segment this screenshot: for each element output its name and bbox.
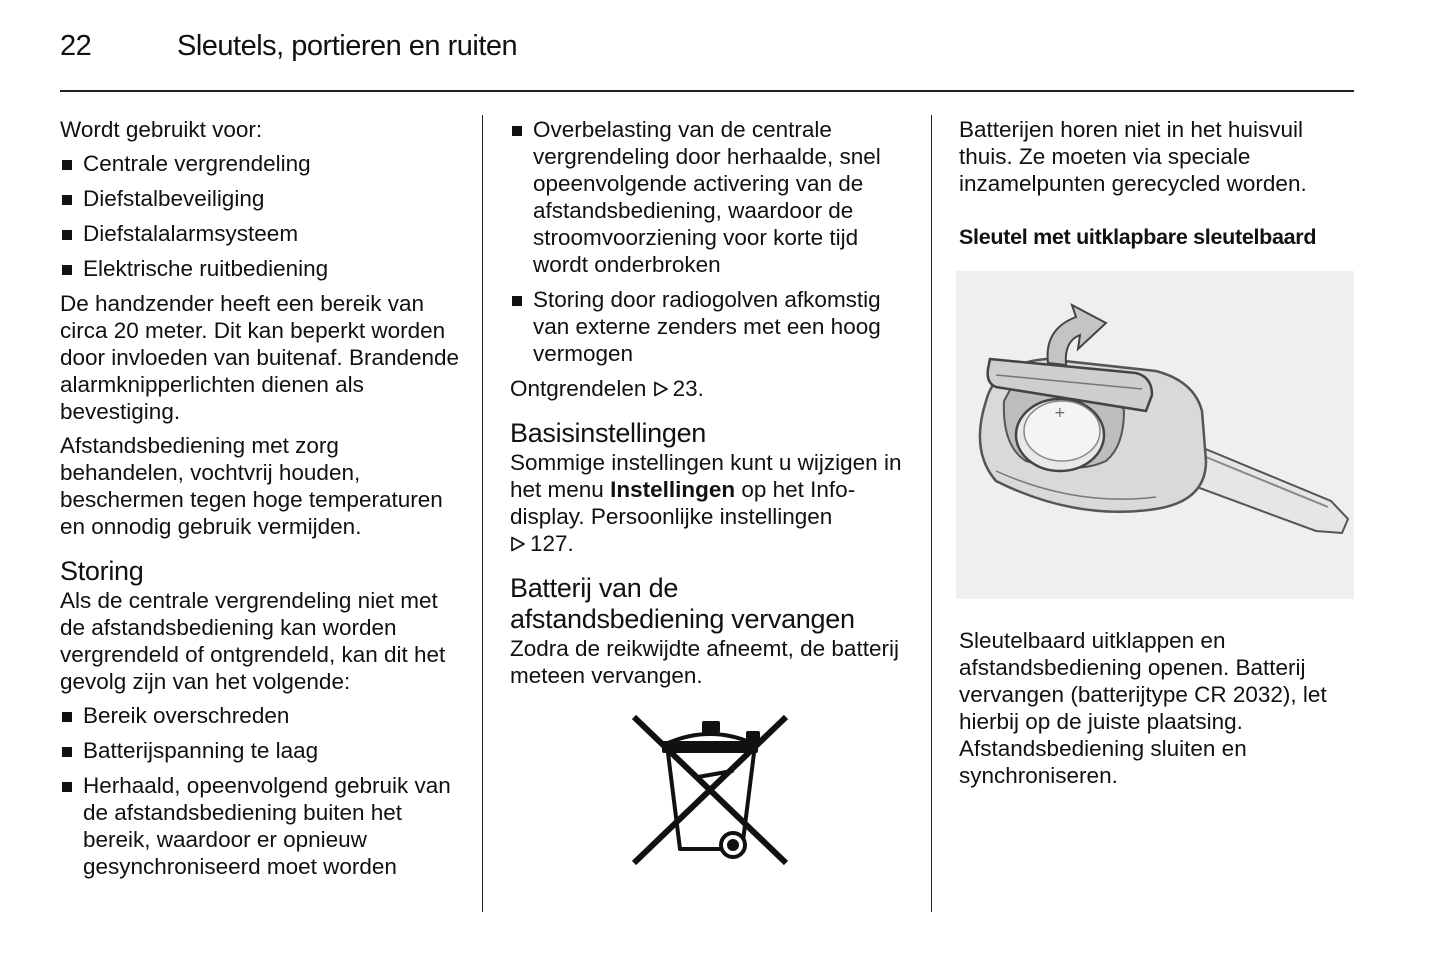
- list-item: Herhaald, opeenvolgend gebruik van de afstandsbediening buiten het bereik, waardoor er opnieuw gesynchroniseerd moet worden: [60, 772, 465, 880]
- column-divider: [482, 115, 483, 912]
- menu-name: Instellingen: [610, 477, 736, 502]
- key-heading: Sleutel met uitklapbare sleutelbaard: [959, 225, 1317, 249]
- list-item: Diefstalalarmsysteem: [60, 220, 465, 247]
- key-paragraph: Sleutelbaard uitklappen en afstandsbediening openen. Batterij vervangen (batterijtype CR 2032), let hierbij op de juiste plaatsing. Afstandsbediening sluiten en synchroniseren.: [959, 628, 1327, 788]
- causes-list-continued: [510, 116, 910, 367]
- list-item: Batterijspanning te laag: [60, 737, 465, 764]
- square-bullet-icon: [62, 160, 72, 170]
- column-2: [510, 116, 910, 871]
- list-item: Overbelasting van de centrale vergrendeling door herhaalde, snel opeenvolgende activering van de afstandsbediening, waardoor de stroomvoorziening voor korte tijd wordt onderbroken: [510, 116, 910, 278]
- square-bullet-icon: [62, 230, 72, 240]
- list-item: Elektrische ruitbediening: [60, 255, 465, 282]
- care-paragraph: Afstandsbediening met zorg behandelen, vochtvrij houden, beschermen tegen hoge temperaturen en onnodig gebruik vermijden.: [60, 433, 443, 539]
- page-header: [60, 28, 1354, 92]
- list-item: Diefstalbeveiliging: [60, 185, 465, 212]
- square-bullet-icon: [512, 126, 522, 136]
- crossed-out-wheelie-bin-icon: [628, 711, 793, 871]
- disposal-paragraph: Batterijen horen niet in het huisvuil thuis. Ze moeten via speciale inzamelpunten gerecycled worden.: [959, 117, 1307, 196]
- list-item: Bereik overschreden: [60, 702, 465, 729]
- basis-ref-link[interactable]: 127.: [530, 531, 574, 556]
- list-item: Storing door radiogolven afkomstig van externe zenders met een hoog vermogen: [510, 286, 910, 367]
- column-divider: [931, 115, 932, 912]
- page-reference-arrow-icon: [510, 536, 526, 552]
- page-reference-arrow-icon: [653, 381, 669, 397]
- battery-heading: Batterij van de afstandsbediening vervangen: [510, 573, 855, 634]
- flip-key-illustration: [956, 271, 1354, 599]
- basis-paragraph: Sommige instellingen kunt u wijzigen in het menu Instellingen op het Info-display. Persoonlijke instellingen 127.: [510, 450, 902, 556]
- intro-text: Wordt gebruikt voor:: [60, 117, 263, 142]
- page-title: Sleutels, portieren en ruiten: [177, 30, 518, 62]
- unlock-reference: Ontgrendelen 23.: [510, 376, 704, 401]
- uses-list: [60, 150, 465, 282]
- square-bullet-icon: [62, 782, 72, 792]
- storing-heading: Storing: [60, 556, 144, 586]
- square-bullet-icon: [512, 296, 522, 306]
- unlock-ref-link[interactable]: 23.: [672, 376, 704, 401]
- basis-heading: Basisinstellingen: [510, 418, 707, 448]
- page-number: 22: [60, 30, 92, 62]
- weee-symbol: [628, 711, 793, 871]
- battery-paragraph: Zodra de reikwijdte afneemt, de batterij meteen vervangen.: [510, 636, 899, 688]
- square-bullet-icon: [62, 265, 72, 275]
- flip-key-battery-illustration: [956, 271, 1354, 599]
- range-paragraph: De handzender heeft een bereik van circa 20 meter. Dit kan beperkt worden door invloeden van buitenaf. Brandende alarmknipperlichten dienen als bevestiging.: [60, 291, 460, 424]
- storing-paragraph: Als de centrale vergrendeling niet met de afstandsbediening kan worden vergrendeld of ontgrendeld, kan dit het gevolg zijn van het volgende:: [60, 588, 446, 694]
- column-1: [60, 116, 465, 888]
- list-item: Centrale vergrendeling: [60, 150, 465, 177]
- svg-text:+: +: [1054, 405, 1066, 421]
- square-bullet-icon: [62, 712, 72, 722]
- square-bullet-icon: [62, 747, 72, 757]
- causes-list: [60, 702, 465, 880]
- column-3: [959, 116, 1354, 796]
- square-bullet-icon: [62, 195, 72, 205]
